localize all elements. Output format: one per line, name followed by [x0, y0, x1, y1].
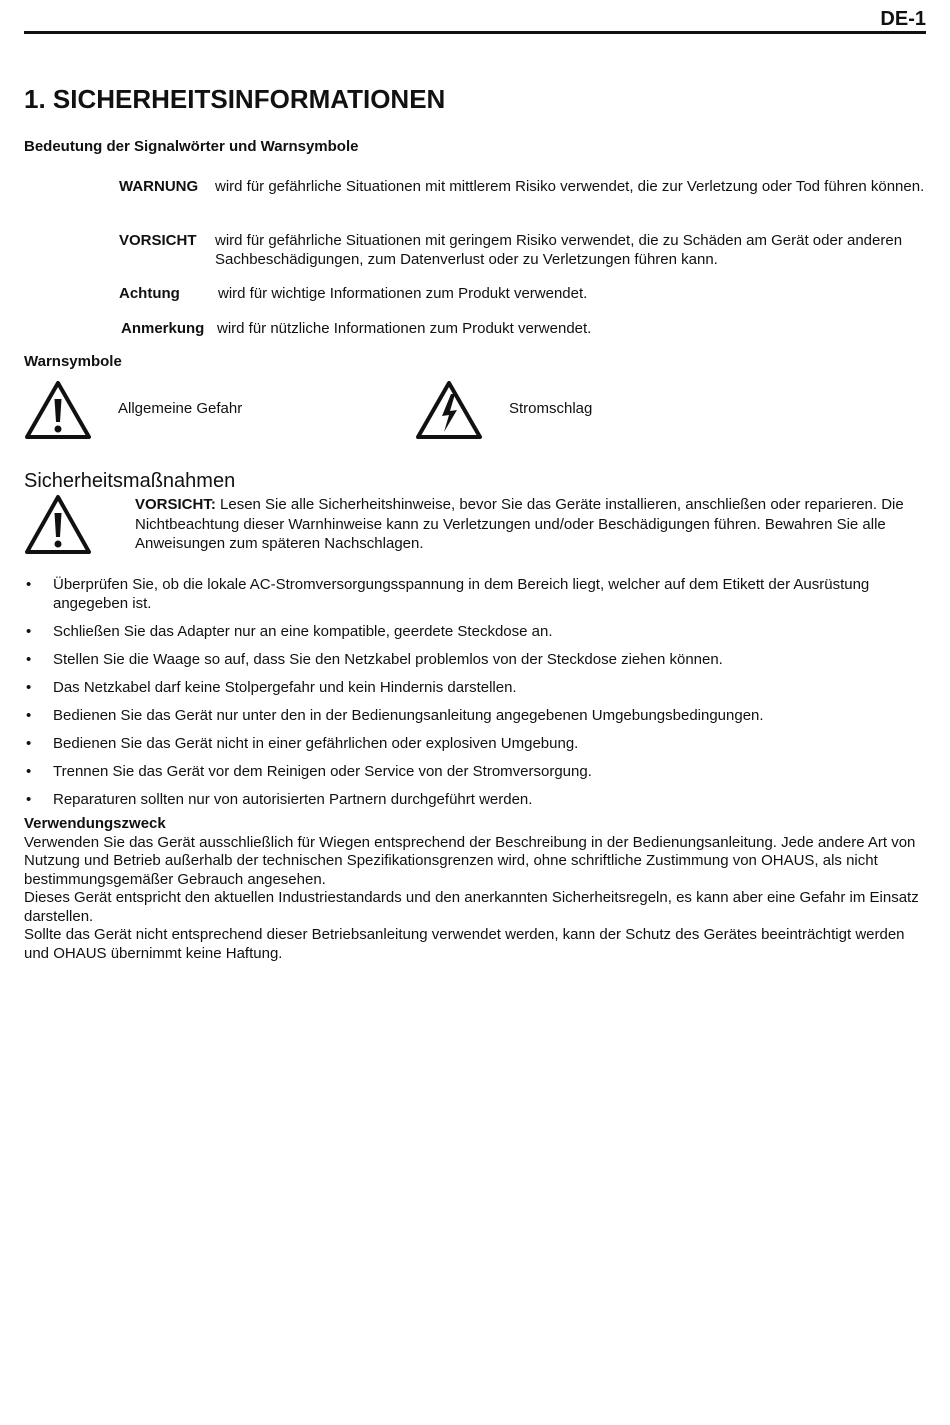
caution-text: Lesen Sie alle Sicherheitshinweise, bevor Sie das Geräte installieren, anschließen oder reparieren. Die Nichtbeachtung dieser Warnhinweise kann zu Verletzungen und/oder Beschädigungen führen. Bewahren Sie alle Anweisungen zum späteren Nachschlagen. [135, 496, 904, 552]
signal-definition: wird für nützliche Informationen zum Produkt verwendet. [217, 320, 592, 337]
symbol-label-electric-shock: Stromschlag [509, 400, 593, 417]
intended-use-heading: Verwendungszweck [24, 815, 166, 832]
list-item: • Schließen Sie das Adapter nur an eine kompatible, geerdete Steckdose an. [24, 622, 929, 641]
signal-term: Achtung [119, 285, 180, 302]
caution-notice [135, 495, 930, 554]
intended-use-paragraph: Dieses Gerät entspricht den aktuellen Industriestandards und den anerkannten Sicherheitsregeln, es kann aber eine Gefahr im Einsatz darstellen. [24, 889, 919, 925]
signal-definition: wird für gefährliche Situationen mit mittlerem Risiko verwendet, die zur Verletzung oder Tod führen können. [215, 178, 925, 195]
signal-definition: wird für gefährliche Situationen mit geringem Risiko verwendet, die zu Schäden am Gerät oder anderen Sachbeschädigungen, zum Datenverlust oder zu Verletzungen führen kann. [215, 232, 903, 268]
warning-symbols-heading: Warnsymbole [24, 353, 122, 370]
signal-term: WARNUNG [119, 178, 199, 195]
intended-use-paragraph: Sollte das Gerät nicht entsprechend dieser Betriebsanleitung verwendet werden, kann der Schutz des Gerätes beeinträchtigt werden und OHAUS übernimmt keine Haftung. [24, 926, 905, 962]
page-number: DE-1 [880, 8, 926, 30]
signal-word-achtung [119, 284, 929, 303]
general-danger-icon [24, 494, 92, 556]
signal-word-warnung [119, 177, 929, 196]
safety-bullet-list [24, 575, 929, 818]
header-rule [24, 31, 926, 34]
signal-term: Anmerkung [121, 320, 205, 337]
signal-definition: wird für wichtige Informationen zum Produkt verwendet. [218, 285, 588, 302]
general-danger-icon [24, 380, 92, 440]
electric-shock-icon [415, 380, 483, 440]
intended-use-paragraph: Verwenden Sie das Gerät ausschließlich für Wiegen entsprechend der Beschreibung in der Bedienungsanleitung. Jede andere Art von Nutzung und Betrieb außerhalb der technischen Spezifikationsgrenzen wird, ohne schriftliche Zustimmung von OHAUS, als nicht bestimmungsgemäßer Gebrauch angesehen. [24, 833, 916, 888]
list-item: • Reparaturen sollten nur von autorisierten Partnern durchgeführt werden. [24, 790, 929, 809]
list-item: • Das Netzkabel darf keine Stolpergefahr und kein Hindernis darstellen. [24, 678, 929, 697]
symbol-label-general-danger: Allgemeine Gefahr [118, 400, 243, 417]
signal-word-vorsicht [119, 231, 929, 269]
signal-term: VORSICHT [119, 232, 197, 249]
page-title: 1. SICHERHEITSINFORMATIONEN [24, 84, 446, 114]
list-item: • Trennen Sie das Gerät vor dem Reinigen oder Service von der Stromversorgung. [24, 762, 929, 781]
list-item: • Stellen Sie die Waage so auf, dass Sie den Netzkabel problemlos von der Steckdose ziehen können. [24, 650, 929, 669]
list-item: • Bedienen Sie das Gerät nur unter den in der Bedienungsanleitung angegebenen Umgebungsbedingungen. [24, 706, 929, 725]
list-item: • Überprüfen Sie, ob die lokale AC-Stromversorgungsspannung in dem Bereich liegt, welcher auf dem Etikett der Ausrüstung angegeben ist. [24, 575, 929, 613]
intended-use-section [24, 815, 932, 963]
signal-words-heading: Bedeutung der Signalwörter und Warnsymbole [24, 138, 359, 155]
signal-word-anmerkung [121, 319, 931, 338]
safety-measures-heading: Sicherheitsmaßnahmen [24, 470, 236, 492]
list-item: • Bedienen Sie das Gerät nicht in einer gefährlichen oder explosiven Umgebung. [24, 734, 929, 753]
caution-label: VORSICHT: [135, 496, 216, 513]
